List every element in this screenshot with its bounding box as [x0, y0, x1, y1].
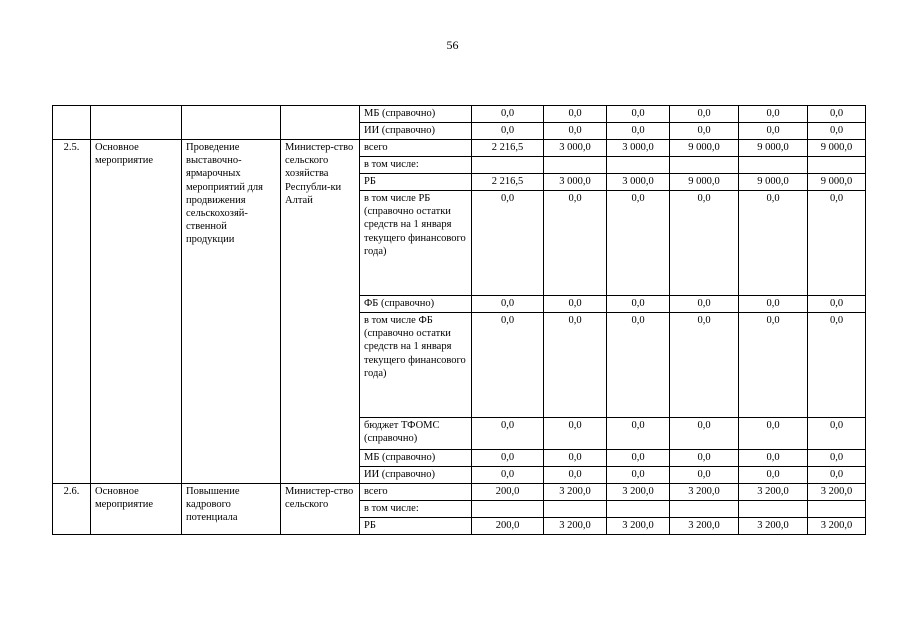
amount-cell: 0,0 [607, 450, 670, 467]
amount-cell: 0,0 [544, 191, 607, 296]
amount-cell: 0,0 [739, 450, 808, 467]
amount-cell: 0,0 [544, 450, 607, 467]
amount-cell: 3 000,0 [607, 140, 670, 157]
amount-cell: 3 200,0 [607, 518, 670, 535]
funding-source-cell: всего [360, 140, 472, 157]
amount-cell: 0,0 [808, 418, 866, 450]
amount-cell: 9 000,0 [670, 174, 739, 191]
activity-type-cell: Основное мероприятие [91, 140, 182, 484]
amount-cell: 0,0 [739, 313, 808, 418]
amount-cell: 0,0 [808, 450, 866, 467]
amount-cell: 0,0 [670, 418, 739, 450]
amount-cell: 3 200,0 [808, 518, 866, 535]
activity-title-cell: Проведение выставочно-ярмарочных мероприятий для продвижения сельскохозяй-ственной продукции [182, 140, 281, 484]
amount-cell: 9 000,0 [808, 140, 866, 157]
amount-cell: 0,0 [472, 313, 544, 418]
row-index-cell: 2.6. [53, 484, 91, 535]
amount-cell [670, 501, 739, 518]
funding-source-cell: бюджет ТФОМС (справочно) [360, 418, 472, 450]
amount-cell: 3 200,0 [607, 484, 670, 501]
amount-cell [544, 501, 607, 518]
amount-cell: 3 000,0 [607, 174, 670, 191]
amount-cell: 0,0 [808, 313, 866, 418]
amount-cell: 0,0 [544, 106, 607, 123]
amount-cell: 9 000,0 [739, 174, 808, 191]
amount-cell: 0,0 [607, 191, 670, 296]
amount-cell: 0,0 [739, 296, 808, 313]
amount-cell: 3 200,0 [808, 484, 866, 501]
amount-cell: 0,0 [808, 296, 866, 313]
funding-source-cell: в том числе ФБ (справочно остатки средств на 1 января текущего финансового года) [360, 313, 472, 418]
amount-cell: 0,0 [739, 123, 808, 140]
amount-cell [544, 157, 607, 174]
row-index-cell: 2.5. [53, 140, 91, 484]
amount-cell: 2 216,5 [472, 140, 544, 157]
amount-cell: 0,0 [607, 296, 670, 313]
amount-cell: 0,0 [607, 418, 670, 450]
amount-cell: 9 000,0 [808, 174, 866, 191]
amount-cell: 0,0 [472, 106, 544, 123]
table-row [53, 106, 866, 123]
amount-cell [808, 157, 866, 174]
amount-cell: 0,0 [607, 467, 670, 484]
amount-cell: 0,0 [472, 467, 544, 484]
amount-cell: 9 000,0 [739, 140, 808, 157]
amount-cell: 0,0 [544, 296, 607, 313]
amount-cell: 0,0 [739, 418, 808, 450]
amount-cell: 0,0 [607, 106, 670, 123]
amount-cell: 200,0 [472, 518, 544, 535]
amount-cell [607, 501, 670, 518]
funding-source-cell: в том числе РБ (справочно остатки средств на 1 января текущего финансового года) [360, 191, 472, 296]
funding-source-cell: ФБ (справочно) [360, 296, 472, 313]
executor-cell: Министер-ство сельского хозяйства Республи-ки Алтай [281, 140, 360, 484]
executor-cell [281, 106, 360, 140]
amount-cell: 0,0 [472, 123, 544, 140]
amount-cell: 0,0 [544, 467, 607, 484]
amount-cell: 0,0 [808, 123, 866, 140]
funding-source-cell: всего [360, 484, 472, 501]
page-number: 56 [446, 38, 459, 52]
amount-cell: 0,0 [739, 191, 808, 296]
amount-cell [670, 157, 739, 174]
amount-cell: 2 216,5 [472, 174, 544, 191]
activity-type-cell [91, 106, 182, 140]
amount-cell: 0,0 [544, 123, 607, 140]
amount-cell: 0,0 [670, 123, 739, 140]
amount-cell: 0,0 [670, 313, 739, 418]
amount-cell: 0,0 [808, 106, 866, 123]
table-row [53, 140, 866, 157]
amount-cell: 0,0 [472, 191, 544, 296]
amount-cell: 3 200,0 [739, 484, 808, 501]
amount-cell: 0,0 [670, 296, 739, 313]
amount-cell [739, 157, 808, 174]
amount-cell [472, 157, 544, 174]
amount-cell: 0,0 [670, 467, 739, 484]
amount-cell: 200,0 [472, 484, 544, 501]
funding-source-cell: ИИ (справочно) [360, 123, 472, 140]
amount-cell: 0,0 [544, 418, 607, 450]
funding-source-cell: ИИ (справочно) [360, 467, 472, 484]
amount-cell: 0,0 [472, 418, 544, 450]
activity-type-cell: Основное мероприятие [91, 484, 182, 535]
amount-cell: 0,0 [670, 191, 739, 296]
amount-cell: 3 200,0 [670, 484, 739, 501]
amount-cell: 0,0 [607, 123, 670, 140]
amount-cell: 3 200,0 [670, 518, 739, 535]
funding-source-cell: МБ (справочно) [360, 450, 472, 467]
amount-cell: 0,0 [739, 106, 808, 123]
amount-cell: 3 200,0 [544, 484, 607, 501]
funding-source-cell: в том числе: [360, 157, 472, 174]
amount-cell: 9 000,0 [670, 140, 739, 157]
amount-cell: 3 000,0 [544, 174, 607, 191]
amount-cell: 3 200,0 [544, 518, 607, 535]
funding-source-cell: РБ [360, 518, 472, 535]
amount-cell: 0,0 [739, 467, 808, 484]
funding-source-cell: РБ [360, 174, 472, 191]
amount-cell: 0,0 [472, 296, 544, 313]
amount-cell: 0,0 [808, 467, 866, 484]
amount-cell: 0,0 [808, 191, 866, 296]
amount-cell: 0,0 [544, 313, 607, 418]
row-index-cell [53, 106, 91, 140]
funding-source-cell: МБ (справочно) [360, 106, 472, 123]
funding-source-cell: в том числе: [360, 501, 472, 518]
amount-cell [472, 501, 544, 518]
amount-cell: 0,0 [607, 313, 670, 418]
amount-cell: 3 000,0 [544, 140, 607, 157]
budget-table [52, 105, 866, 535]
amount-cell: 0,0 [670, 106, 739, 123]
amount-cell: 0,0 [472, 450, 544, 467]
executor-cell: Министер-ство сельского [281, 484, 360, 535]
amount-cell: 3 200,0 [739, 518, 808, 535]
amount-cell: 0,0 [670, 450, 739, 467]
table-row [53, 484, 866, 501]
amount-cell [607, 157, 670, 174]
activity-title-cell [182, 106, 281, 140]
amount-cell [739, 501, 808, 518]
activity-title-cell: Повышение кадрового потенциала [182, 484, 281, 535]
amount-cell [808, 501, 866, 518]
